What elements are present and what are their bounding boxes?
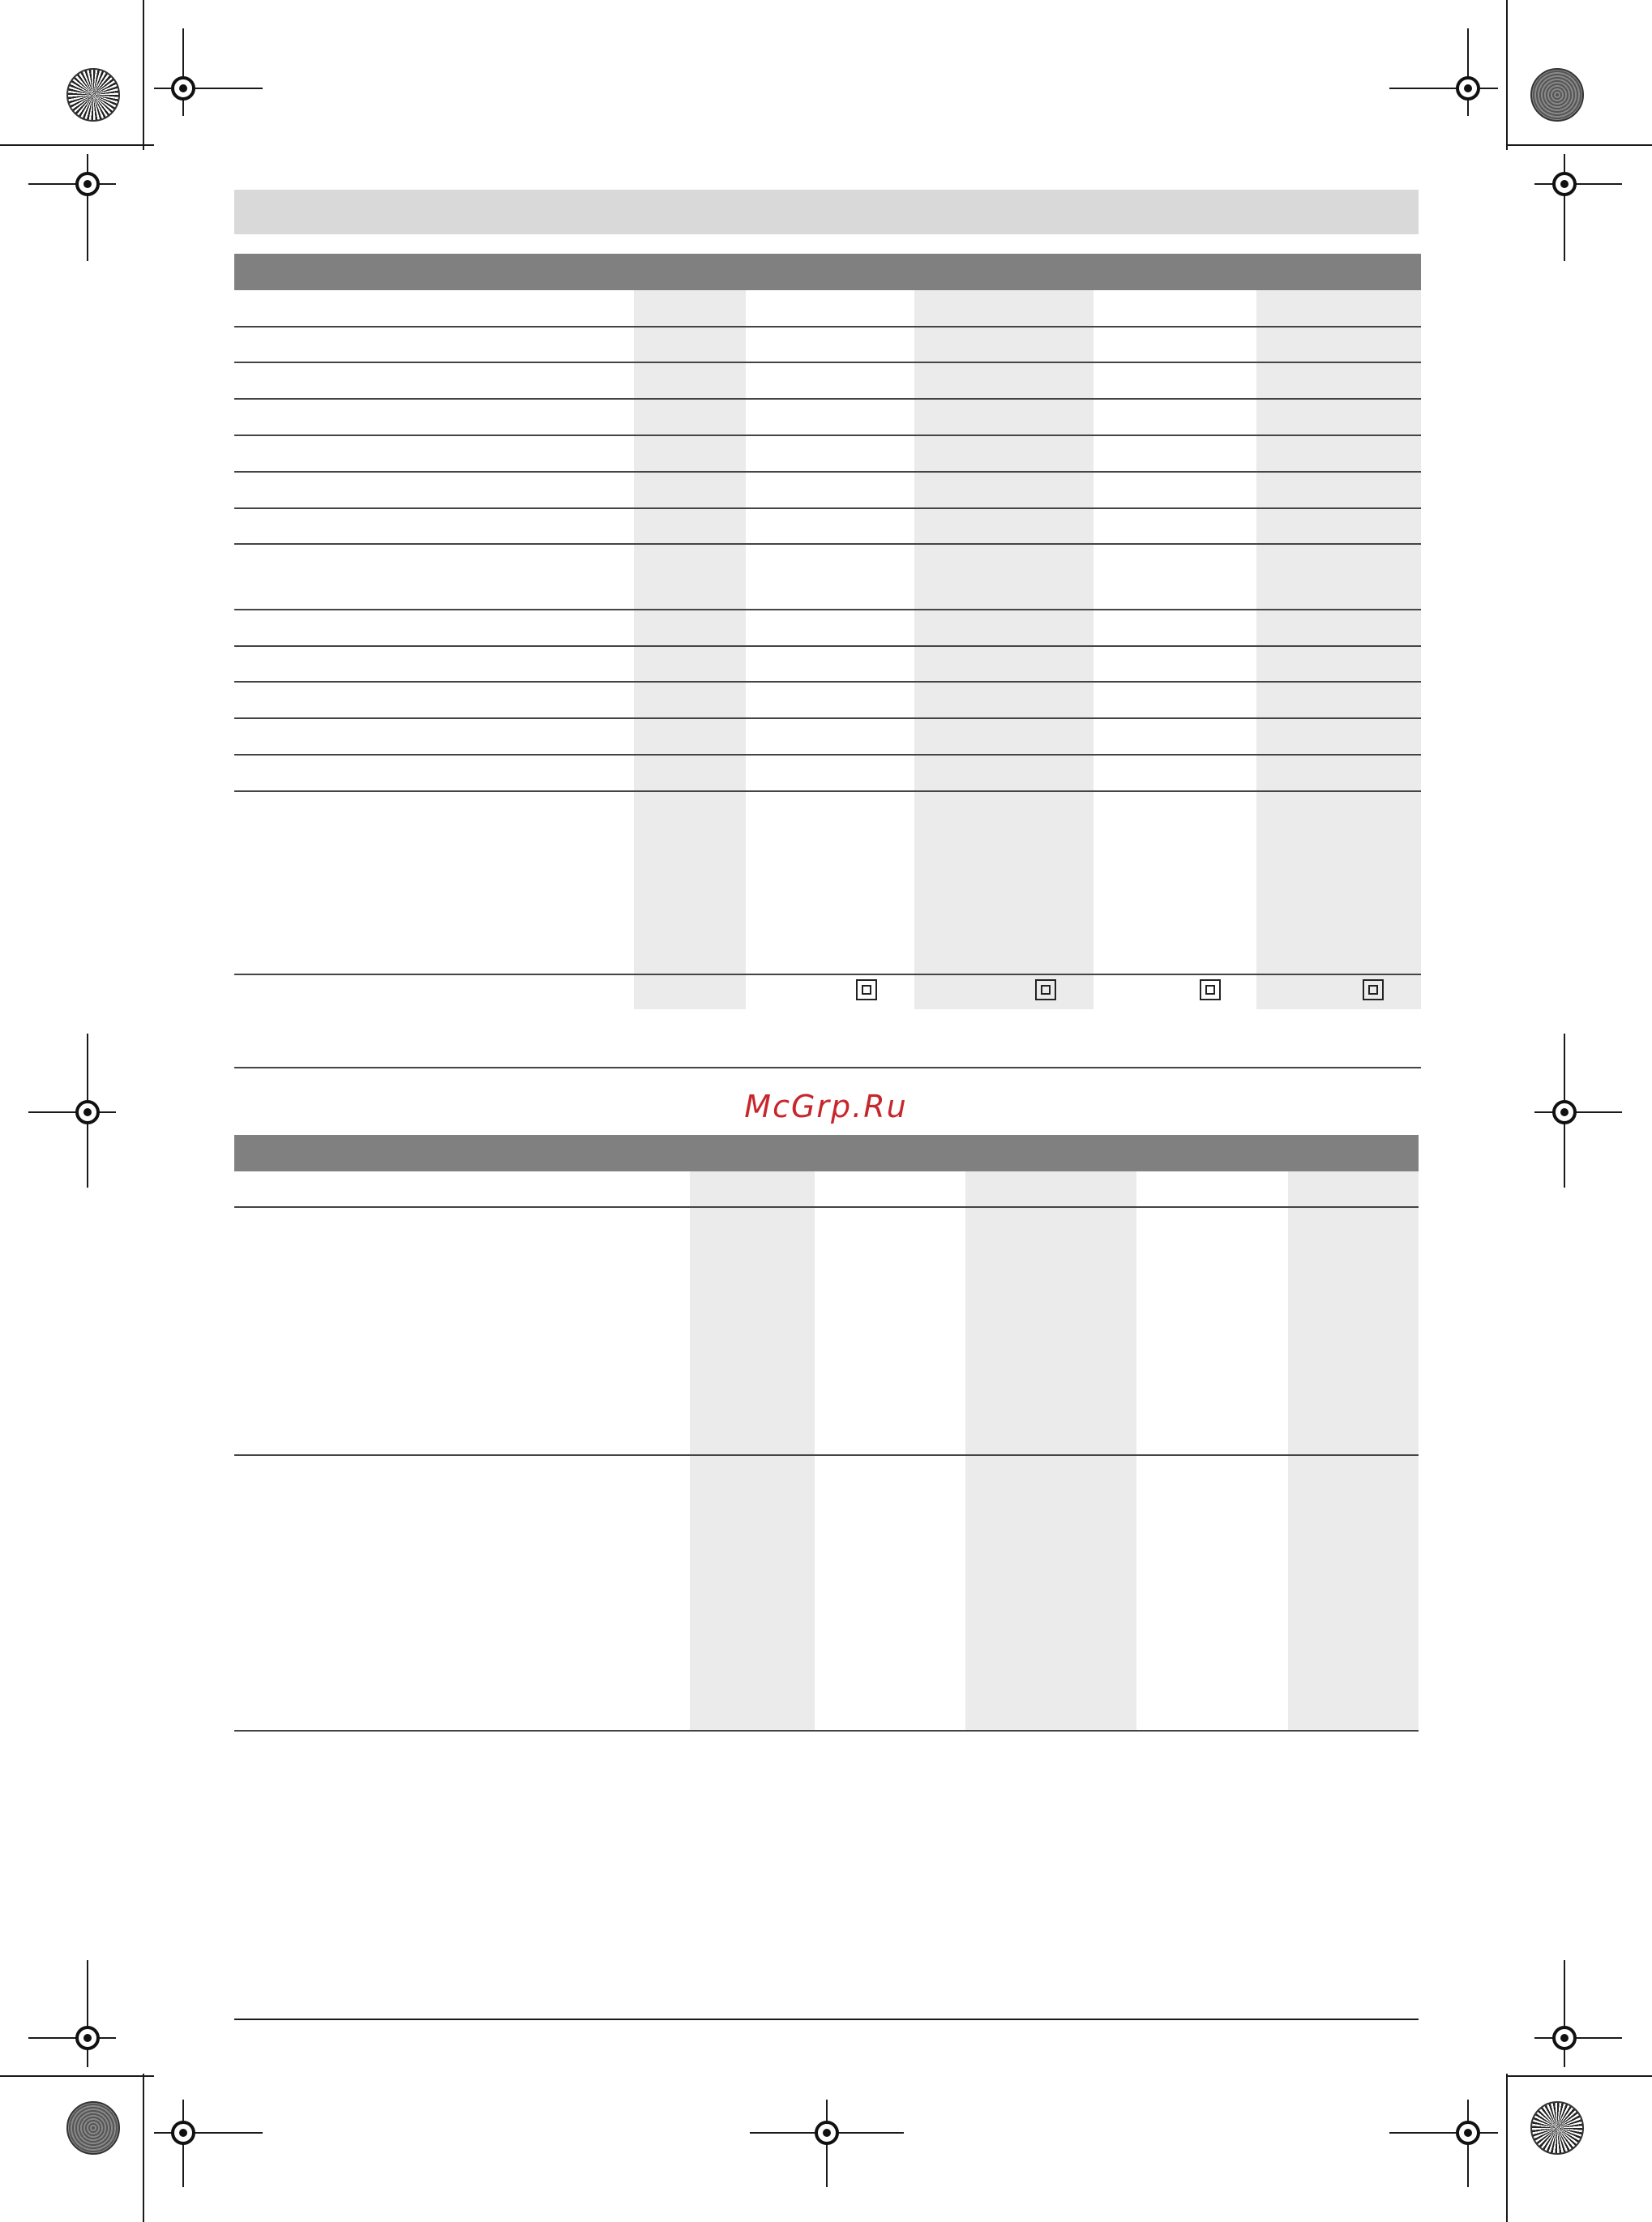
- registration-mark-icon: [1456, 2121, 1480, 2145]
- registration-mark-icon: [1552, 172, 1577, 196]
- table-row-divider: [234, 398, 1421, 400]
- crop-line: [1467, 28, 1469, 116]
- section-divider: [234, 1067, 1421, 1068]
- table-column-shaded: [690, 1171, 815, 1731]
- table-column-shaded: [1288, 1171, 1419, 1731]
- crop-line: [143, 0, 144, 150]
- table-row-divider: [234, 754, 1421, 756]
- registration-mark-icon: [1552, 2026, 1577, 2050]
- table-row-divider: [234, 681, 1421, 683]
- watermark: McGrp.Ru: [744, 1089, 908, 1124]
- table-row-divider: [234, 362, 1421, 363]
- table-row-divider: [234, 717, 1421, 719]
- color-rosette-icon: [66, 2101, 120, 2155]
- registration-mark-icon: [171, 2121, 195, 2145]
- crop-line: [87, 154, 88, 261]
- registration-mark-icon: [815, 2121, 839, 2145]
- crop-line: [1506, 2074, 1508, 2222]
- table-row-divider: [234, 435, 1421, 436]
- footer-rule: [234, 2019, 1419, 2020]
- table-row-divider: [234, 609, 1421, 610]
- color-rosette-icon: [66, 68, 120, 122]
- table-row-divider: [234, 1454, 1419, 1456]
- crop-line: [1389, 88, 1498, 89]
- table-row-divider: [234, 974, 1421, 975]
- table-row-divider: [234, 790, 1421, 792]
- protection-class-ii-icon: [1200, 979, 1221, 1000]
- registration-mark-icon: [75, 172, 100, 196]
- table-row-divider: [234, 507, 1421, 509]
- registration-mark-icon: [75, 2026, 100, 2050]
- protection-class-ii-icon: [1363, 979, 1384, 1000]
- table-row-divider: [234, 1206, 1419, 1208]
- table-row-divider: [234, 543, 1421, 545]
- protection-class-ii-icon: [1035, 979, 1056, 1000]
- crop-line: [1506, 2075, 1652, 2077]
- color-rosette-icon: [1530, 2101, 1584, 2155]
- crop-line: [0, 2075, 154, 2077]
- table-row-divider: [234, 471, 1421, 473]
- table-row-divider: [234, 1730, 1419, 1732]
- table-row-divider: [234, 326, 1421, 328]
- color-rosette-icon: [1530, 68, 1584, 122]
- registration-mark-icon: [1456, 76, 1480, 101]
- protection-class-ii-icon: [856, 979, 877, 1000]
- table-column-shaded: [965, 1171, 1136, 1731]
- crop-line: [143, 2074, 144, 2222]
- crop-line: [28, 183, 116, 185]
- crop-line: [182, 28, 184, 116]
- crop-line: [1506, 0, 1508, 150]
- page-header-band: [234, 190, 1419, 234]
- crop-line: [0, 144, 154, 146]
- crop-line: [1534, 2037, 1622, 2039]
- crop-line: [1506, 144, 1652, 146]
- crop-line: [1564, 1960, 1565, 2067]
- crop-line: [28, 2037, 116, 2039]
- crop-line: [1564, 154, 1565, 261]
- table-header-bar: [234, 1135, 1419, 1171]
- registration-mark-icon: [171, 76, 195, 101]
- crop-line: [87, 1960, 88, 2067]
- table-row-divider: [234, 645, 1421, 647]
- table-header-bar: [234, 254, 1421, 290]
- crop-line: [1389, 2132, 1498, 2134]
- crop-line: [1534, 183, 1622, 185]
